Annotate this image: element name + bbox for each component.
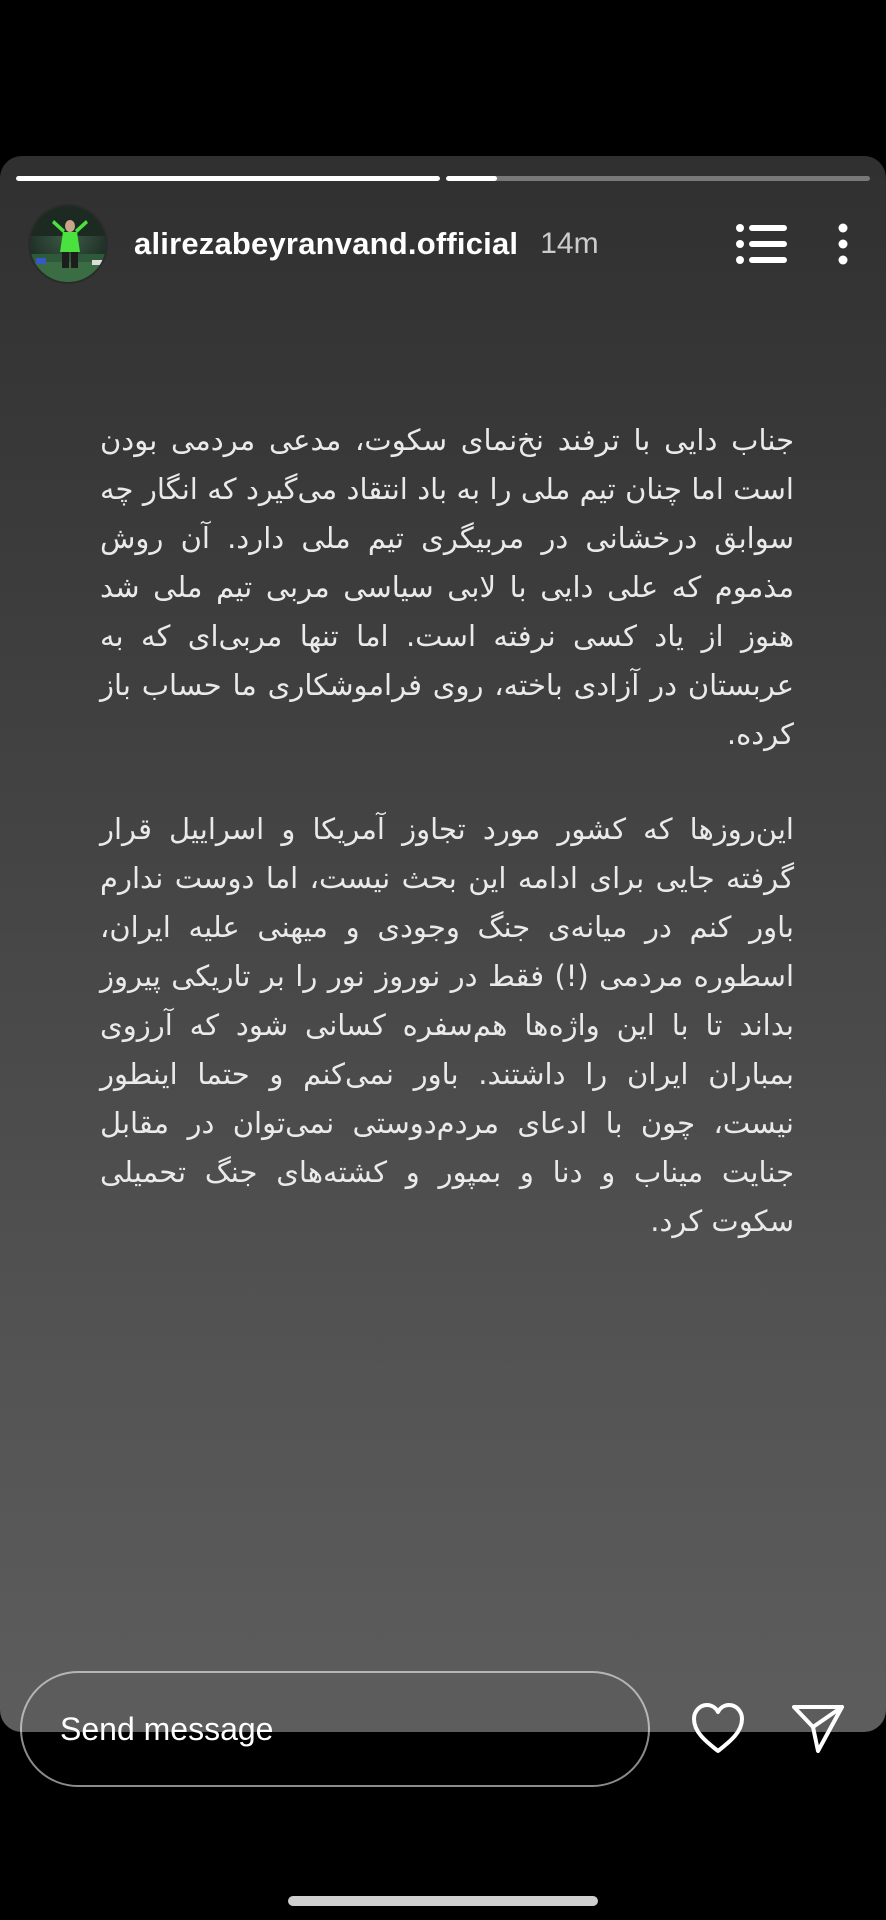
story-paragraph-2: این‌روزها که کشور مورد تجاوز آمریکا و اسراییل قرار گرفته جایی برای ادامه این بحث نیست، اما دوست ندارم باور کنم در میانه‌ی جنگ وجودی و میهنی علیه ایران، اسطوره مردمی (!) فقط در نوروز نور را بر تاریکی پیروز بداند تا با این واژه‌ها هم‌سفره کسانی شود که آرزوی بمباران ایران را داشتند. باور نمی‌کنم و حتما اینطور نیست، چون با ادعای مردم‌دوستی نمی‌توان در مقابل جنایت میناب و دنا و بمپور و کشته‌های جنگ تحمیلی سکوت کرد. [100, 812, 794, 1238]
more-options-button[interactable] [828, 214, 858, 274]
reply-bar [0, 1665, 886, 1789]
story-card[interactable] [0, 156, 886, 1732]
home-indicator [288, 1896, 598, 1906]
story-progress-bar [16, 176, 870, 181]
story-username[interactable]: alirezabeyranvand.official [134, 226, 519, 261]
list-menu-icon [735, 222, 789, 266]
vertical-dots-icon [837, 223, 849, 265]
send-message-input[interactable] [20, 1671, 650, 1787]
progress-segment-2 [446, 176, 870, 181]
progress-fill-1 [16, 176, 440, 181]
send-button[interactable] [788, 1697, 848, 1757]
progress-fill-2 [446, 176, 497, 181]
heart-icon [688, 1699, 748, 1759]
story-text [100, 416, 794, 1246]
story-header [28, 204, 866, 284]
send-icon [788, 1697, 848, 1757]
progress-segment-1 [16, 176, 440, 181]
list-menu-button[interactable] [732, 214, 792, 274]
like-button[interactable] [688, 1699, 748, 1759]
avatar[interactable] [28, 204, 108, 284]
story-time-ago: 14m [540, 227, 599, 260]
story-paragraph-1: جناب دایی با ترفند نخ‌نمای سکوت، مدعی مردمی بودن است اما چنان تیم ملی را به باد انتقاد می‌گیرد که انگار چه سوابق درخشانی در مربیگری تیم ملی دارد. آن روش مذموم که علی دایی با لابی سیاسی مربی تیم ملی شد هنوز از یاد کسی نرفته است. اما تنها مربی‌ای که به عربستان در آزادی باخته، روی فراموشکاری ما حساب باز کرده. [100, 423, 794, 751]
avatar-image [30, 206, 108, 284]
